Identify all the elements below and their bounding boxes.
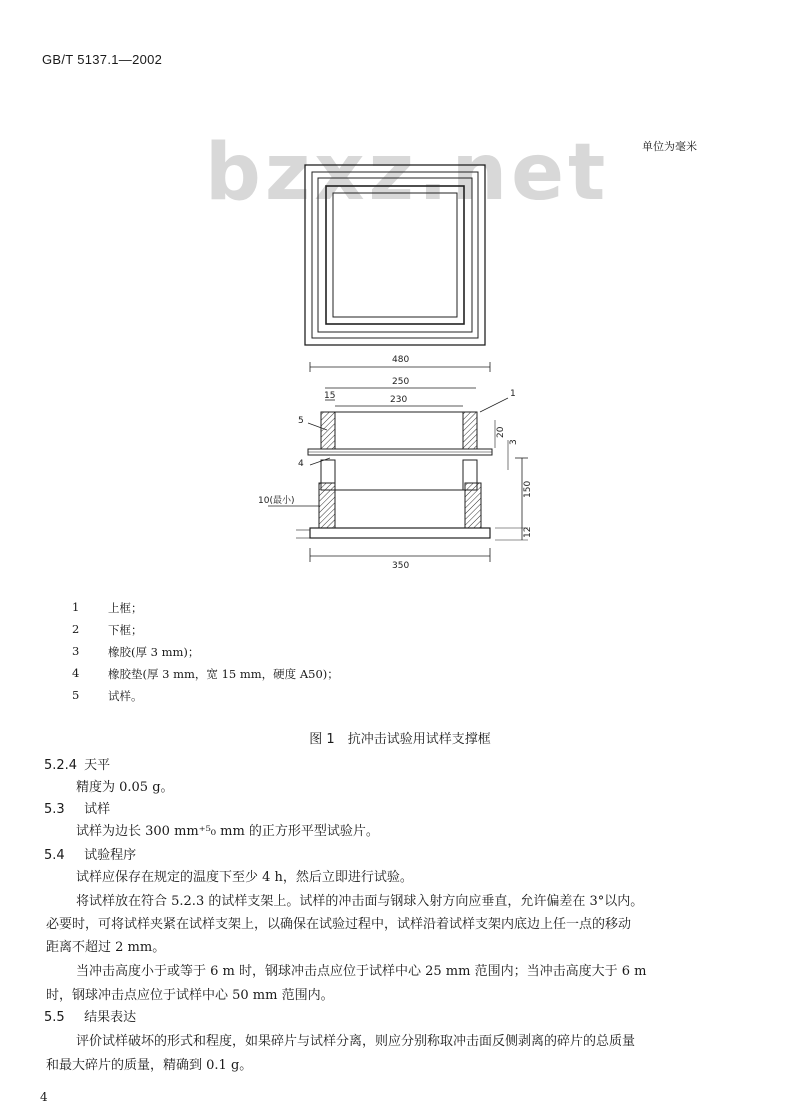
figure-caption: 图 1 抗冲击试验用试样支撑框 bbox=[309, 732, 491, 747]
dim-3: 3 bbox=[509, 439, 519, 445]
section-5-5-para-line-2: 和最大碎片的质量，精确到 0.1 g。 bbox=[46, 1058, 253, 1073]
section-5-5-para-line-1: 评价试样破坏的形式和程度，如果碎片与试样分离，则应分别称取冲击面反侧剥离的碎片的总质量 bbox=[76, 1034, 636, 1049]
section-5-2-4-text: 精度为 0.05 g。 bbox=[76, 780, 174, 795]
dim-15: 15 bbox=[324, 391, 336, 401]
dim-20: 20 bbox=[496, 426, 506, 438]
dim-150: 150 bbox=[523, 480, 533, 498]
callout-5: 5 bbox=[298, 416, 304, 426]
unit-note: 单位为毫米 bbox=[642, 140, 697, 153]
section-5-4-para-3-line-1: 当冲击高度小于或等于 6 m 时，钢球冲击点应位于试样中心 25 mm 范围内；当冲击高度大于 6 m bbox=[76, 964, 647, 979]
dim-12: 12 bbox=[523, 526, 533, 538]
dim-10-min: 10(最小) bbox=[258, 496, 295, 506]
section-5-4-heading: 5.4 试验程序 bbox=[44, 848, 137, 863]
standard-number: GB/T 5137.1—2002 bbox=[42, 52, 163, 67]
page-number: 4 bbox=[40, 1090, 48, 1104]
callout-4: 4 bbox=[298, 459, 304, 469]
dim-230: 230 bbox=[390, 395, 408, 405]
section-5-4-para-2-line-1: 将试样放在符合 5.2.3 的试样支架上。试样的冲击面与钢球入射方向应垂直，允许偏差在 3°以内。 bbox=[76, 894, 644, 909]
top-view bbox=[305, 165, 485, 345]
section-5-4-para-2-line-3: 距离不超过 2 mm。 bbox=[46, 940, 166, 955]
section-5-4-para-2-line-2: 必要时，可将试样夹紧在试样支架上，以确保在试验过程中，试样沿着试样支架内底边上任一点的移动 bbox=[46, 917, 632, 932]
dim-250: 250 bbox=[392, 377, 410, 387]
dim-350: 350 bbox=[392, 561, 410, 571]
watermark: bzxz.net bbox=[205, 128, 610, 218]
section-5-4-para-3-line-2: 时，钢球冲击点应位于试样中心 50 mm 范围内。 bbox=[46, 988, 334, 1003]
section-5-3-text: 试样为边长 300 mm⁺⁵₀ mm 的正方形平型试验片。 bbox=[76, 824, 379, 839]
section-5-5-heading: 5.5 结果表达 bbox=[44, 1010, 137, 1025]
section-5-4-para-1: 试样应保存在规定的温度下至少 4 h，然后立即进行试验。 bbox=[76, 870, 413, 885]
dim-480: 480 bbox=[392, 355, 410, 365]
section-view bbox=[268, 362, 528, 562]
callout-1: 1 bbox=[510, 389, 516, 399]
section-5-3-heading: 5.3 试样 bbox=[44, 802, 111, 817]
section-5-2-4-heading: 5.2.4 天平 bbox=[44, 758, 111, 773]
